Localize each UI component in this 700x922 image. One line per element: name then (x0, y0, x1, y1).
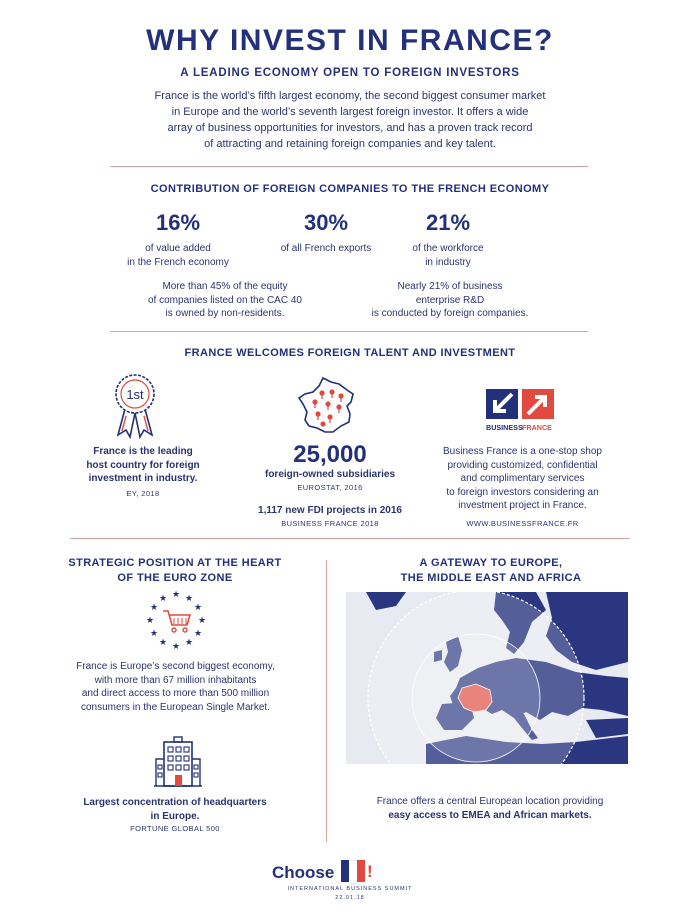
headquarters-building-icon (152, 735, 204, 787)
france-map-pins-icon (295, 376, 361, 438)
fdi-projects: 1,117 new FDI projects in 2016 (258, 505, 402, 516)
headquarters-text: Largest concentration of headquarters in Europe. (83, 797, 267, 822)
page-title: WHY INVEST IN FRANCE? (146, 24, 554, 57)
svg-text:★: ★ (184, 594, 194, 604)
euro-stars-cart-icon (143, 589, 209, 651)
footer-exclaim: ! (367, 862, 373, 881)
svg-text:★: ★ (145, 616, 155, 626)
strategic-heading: STRATEGIC POSITION AT THE HEART OF THE EURO ZONE (68, 557, 282, 584)
divider (110, 166, 588, 167)
talent-heading: FRANCE WELCOMES FOREIGN TALENT AND INVESTMENT (184, 347, 516, 359)
euro-zone-text: France is Europe’s second biggest economy, with more than 67 million inhabitants and direct access to more than 500 million consumers in the European Single Market. (76, 661, 275, 713)
ribbon-text: France is the leading host country for foreign investment in industry. (86, 446, 200, 484)
logo-text-france: FRANCE (522, 423, 552, 432)
business-france-text: Business France is a one-stop shop providing customized, confidential and complimentary services to foreign investors considering an investment project in France. (443, 446, 602, 511)
stat-label-value-added: of value added in the French economy (127, 243, 229, 268)
footer-date: 22.01.18 (335, 895, 365, 901)
stat-label-workforce: of the workforce in industry (412, 243, 484, 268)
flag-white (349, 860, 357, 884)
svg-text:★: ★ (158, 594, 168, 604)
svg-text:★: ★ (197, 616, 207, 626)
headquarters-source: FORTUNE GLOBAL 500 (130, 824, 220, 833)
divider (110, 331, 588, 332)
award-ribbon-icon (110, 373, 160, 439)
svg-text:★: ★ (171, 642, 181, 651)
fdi-source: BUSINESS FRANCE 2018 (281, 519, 379, 528)
svg-text:★: ★ (149, 603, 159, 613)
flag-red (357, 860, 365, 882)
flag-blue (341, 860, 349, 882)
subsidiaries-source: EUROSTAT, 2016 (297, 483, 363, 492)
stat-value-value-added: 16% (155, 210, 201, 235)
ribbon-badge-text: 1st (126, 387, 144, 402)
logo-text-business: BUSINESS (486, 423, 523, 432)
subsidiaries-label: foreign-owned subsidiaries (264, 469, 396, 480)
footer-choose-text: Choose (272, 863, 335, 882)
subsidiaries-value: 25,000 (293, 441, 367, 468)
svg-text:★: ★ (158, 638, 168, 648)
business-france-url[interactable]: WWW.BUSINESSFRANCE.FR (466, 519, 579, 528)
svg-text:★: ★ (193, 603, 203, 613)
business-france-logo (484, 388, 556, 436)
gateway-heading: A GATEWAY TO EUROPE, THE MIDDLE EAST AND AFRICA (400, 557, 582, 584)
page-subtitle: A LEADING ECONOMY OPEN TO FOREIGN INVESTORS (180, 67, 520, 79)
ribbon-source: EY, 2018 (126, 489, 160, 498)
svg-text:★: ★ (193, 629, 203, 639)
stat-value-exports: 30% (303, 210, 349, 235)
note-cac40: More than 45% of the equity of companies listed on the CAC 40 is owned by non-residents. (148, 281, 302, 319)
svg-text:★: ★ (149, 629, 159, 639)
emea-map (346, 592, 628, 764)
divider (70, 538, 630, 539)
svg-text:★: ★ (184, 638, 194, 648)
footer-summit: INTERNATIONAL BUSINESS SUMMIT (287, 886, 413, 892)
stat-label-exports: of all French exports (280, 243, 372, 254)
stat-value-workforce: 21% (425, 210, 471, 235)
svg-text:★: ★ (171, 590, 181, 600)
intro-paragraph: France is the world’s fifth largest economy, the second biggest consumer market in Europe and the world’s seventh largest foreign investor. It offers a wide array of business opportunities for investors, and has a proven track record of attracting and retaining foreign companies and key talent. (154, 90, 546, 150)
vertical-divider (326, 560, 327, 842)
note-rnd: Nearly 21% of business enterprise R&D is conducted by foreign companies. (371, 281, 529, 319)
gateway-caption: France offers a central European location providing easy access to EMEA and African markets. (376, 796, 604, 821)
contribution-heading: CONTRIBUTION OF FOREIGN COMPANIES TO THE FRENCH ECONOMY (150, 183, 550, 195)
